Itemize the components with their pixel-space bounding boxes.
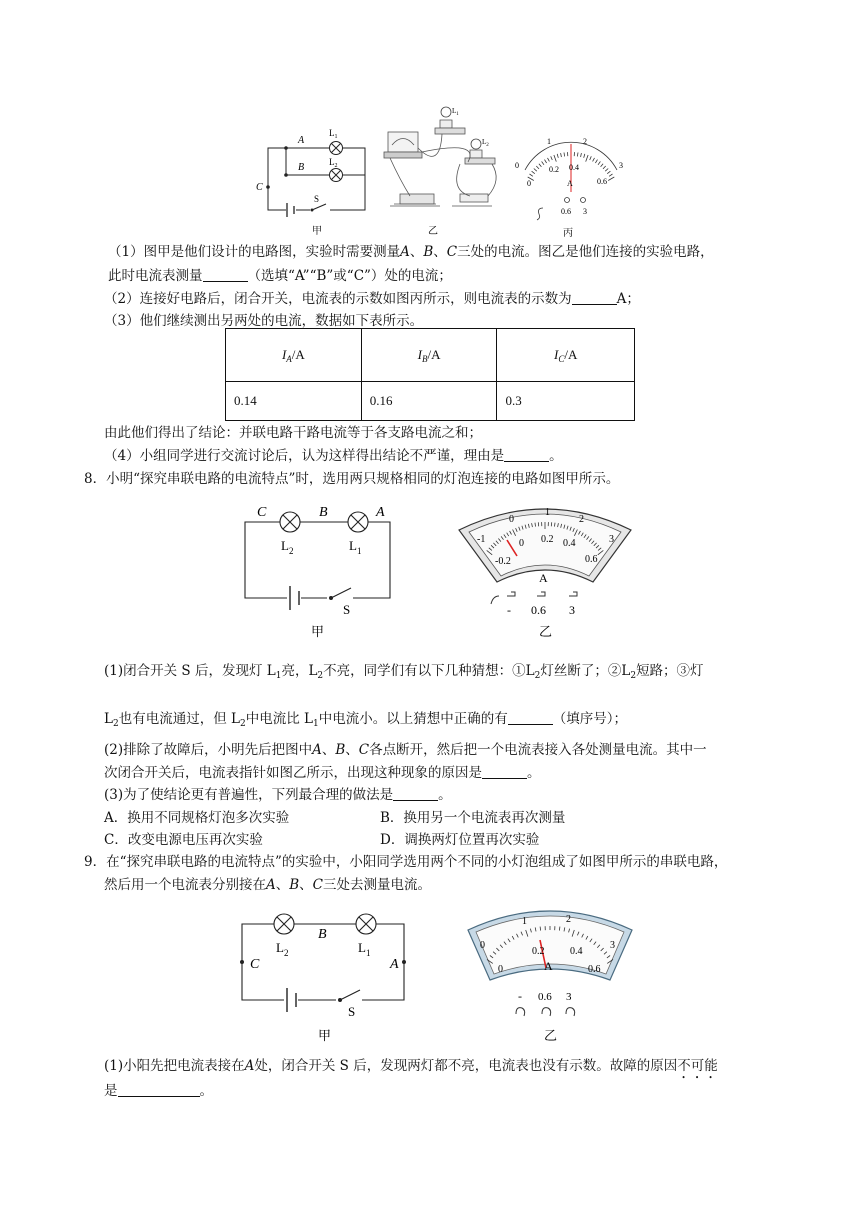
- q9-part1-line1: (1)小阳先把电流表接在A处，闭合开关 S 后，发现两灯都不亮，电流表也没有示数。故障的原因不可能: [104, 1058, 718, 1074]
- q8-figure-jia: [235, 500, 415, 640]
- meter-tick: [534, 169, 537, 172]
- table-header-IA: $I_A/A$: [226, 329, 362, 382]
- bing-tick-t1: 1: [547, 137, 551, 146]
- q8-option-d[interactable]: D．调换两灯位置再次实验: [380, 832, 540, 848]
- meter-bot-0: 0: [498, 964, 503, 975]
- bing-tick-t3: 3: [619, 161, 623, 170]
- meter-unit: A: [544, 959, 553, 973]
- emphasis-not-possible: 不可能: [677, 1058, 718, 1074]
- answer-blank[interactable]: [393, 787, 438, 801]
- q7-part1-line1: （1）图甲是他们设计的电路图，实验时需要测量A、B、C三处的电流。图乙是他们连接的实验电路，: [108, 244, 714, 260]
- meter-tick: [551, 156, 553, 160]
- meter-tick: [530, 174, 533, 176]
- meter-tick: [532, 171, 535, 174]
- meter-bot-06: 0.6: [585, 554, 598, 565]
- q7-part2: （2）连接好电路后，闭合开关，电流表的示数如图丙所示，则电流表的示数为 A；: [104, 291, 640, 307]
- meter-tick: [557, 154, 558, 158]
- label-C: C: [257, 505, 267, 520]
- table-header-IC: $I_C/A$: [497, 329, 635, 382]
- bing-tick-b1: 0.2: [549, 165, 559, 174]
- q8-stem: 8．小明“探究串联电路的电流特点”时，选用两只规格相同的灯泡连接的电路如图甲所示。: [84, 471, 620, 487]
- caption-yi: 乙: [539, 624, 553, 639]
- table-cell-IB: 0.16: [361, 382, 497, 421]
- caption-jia: 甲: [311, 624, 325, 639]
- q7-figure-bing: [505, 130, 635, 240]
- meter-tick: [601, 164, 604, 167]
- label-L2: $L_2$: [329, 157, 338, 169]
- q9-part1-line2: 是 。: [104, 1083, 213, 1099]
- label-L1: $L_1$: [349, 538, 362, 556]
- meter-top-2: 2: [579, 514, 584, 525]
- table-cell-IC: 0.3: [497, 382, 635, 421]
- q7-part3: （3）他们继续测出另两处的电流，数据如下表所示。: [104, 313, 424, 329]
- bing-tick-t2: 2: [583, 137, 587, 146]
- meter-tick: [577, 153, 578, 157]
- meter-tick: [548, 158, 550, 162]
- meter-tick: [535, 523, 536, 527]
- label-L1: $L_1$: [329, 128, 338, 140]
- label-C: C: [250, 957, 260, 972]
- q7-figure-yi: [380, 100, 510, 240]
- label-A: A: [390, 957, 399, 972]
- caption-jia: 甲: [312, 226, 322, 237]
- caption-bing: 丙: [563, 228, 573, 239]
- meter-bot--02: -0.2: [495, 556, 511, 567]
- label-B: B: [319, 505, 328, 520]
- bing-terminal-06: 0.6: [561, 207, 571, 216]
- meter-tick: [584, 154, 585, 158]
- meter-tick: [609, 174, 612, 176]
- q9-stem-line1: 9．在“探究串联电路的电流特点”的实验中，小阳同学选用两个不同的小灯泡组成了如图甲所示的串联电路，: [84, 854, 728, 870]
- meter-tick: [586, 155, 588, 162]
- q9-figure-yi-ammeter: [460, 902, 640, 1046]
- meter-top-3: 3: [609, 534, 614, 545]
- q8-part1-line2: $L_2$也有电流通过，但 $L_2$中电流比 $L_1$中电流小。以上猜想中正确的有 （填序号）；: [104, 711, 627, 729]
- meter-tick: [540, 927, 541, 931]
- q8-option-b[interactable]: B．换用另一个电流表再次测量: [380, 810, 566, 826]
- meter-bot-02: 0.2: [541, 534, 554, 545]
- q9-stem-line2: 然后用一个电流表分别接在A、B、C三处去测量电流。: [104, 877, 432, 893]
- meter-top-2: 2: [566, 914, 571, 925]
- label-A: A: [376, 505, 385, 520]
- q9-figure-jia: [232, 902, 417, 1046]
- meter-tick: [581, 153, 582, 157]
- caption-yi: 乙: [428, 226, 438, 237]
- meter-top-0: 0: [480, 940, 485, 951]
- caption-yi: 乙: [544, 1028, 558, 1043]
- answer-blank[interactable]: [482, 765, 527, 779]
- q7-part4: （4）小组同学进行交流讨论后，认为这样得出结论不严谨，理由是 。: [104, 448, 563, 464]
- meter-tick: [603, 166, 606, 169]
- meter-bot-06: 0.6: [588, 964, 601, 975]
- meter-tick: [595, 160, 597, 163]
- meter-tick: [561, 153, 562, 157]
- meter-tick: [542, 162, 544, 165]
- q8-part2-line2: 次闭合开关后，电流表指针如图乙所示，出现这种现象的原因是 。: [104, 765, 541, 781]
- label-L2: $L_2$: [281, 538, 294, 556]
- meter-tick: [605, 169, 608, 172]
- q7-data-table: [225, 328, 635, 421]
- label-C: C: [256, 182, 263, 193]
- q8-figure-yi-ammeter: [455, 500, 635, 640]
- table-cell-IA: 0.14: [226, 382, 362, 421]
- answer-blank[interactable]: [572, 291, 617, 305]
- label-S: S: [343, 602, 351, 617]
- meter-tick: [545, 160, 547, 163]
- q7-figure-jia: [250, 120, 380, 240]
- meter-bot-04: 0.4: [563, 538, 576, 549]
- terminal-06: 0.6: [538, 991, 552, 1003]
- terminal-minus: -: [507, 603, 511, 617]
- meter-tick: [608, 177, 614, 181]
- answer-blank[interactable]: [118, 1083, 200, 1097]
- label-A: A: [298, 135, 305, 146]
- meter-top-3: 3: [610, 940, 615, 951]
- label-L2: $L_2$: [276, 940, 289, 958]
- bing-tick-b3: 0.6: [597, 177, 607, 186]
- label-S: S: [348, 1004, 356, 1019]
- bing-tick-t0: 0: [515, 161, 519, 170]
- label-L1: $L_1$: [358, 940, 371, 958]
- bing-tick-b0: 0: [527, 179, 531, 188]
- meter-tick: [598, 162, 600, 165]
- meter-tick: [564, 153, 565, 157]
- label-S: S: [314, 194, 320, 204]
- answer-blank[interactable]: [508, 711, 553, 725]
- answer-blank[interactable]: [504, 448, 549, 462]
- answer-blank[interactable]: [203, 268, 248, 282]
- label-B: B: [298, 162, 305, 173]
- bing-tick-b2: 0.4: [569, 163, 579, 172]
- table-header-IB: $I_B/A$: [361, 329, 497, 382]
- bing-unit: A: [567, 179, 573, 188]
- q7-conclusion: 由此他们得出了结论：并联电路干路电流等于各支路电流之和；: [104, 425, 482, 441]
- meter-top-0: 0: [509, 514, 514, 525]
- q8-part3: (3)为了使结论更有普遍性，下列最合理的做法是 。: [104, 787, 452, 803]
- q8-part1-line1: (1)闭合开关 S 后，发现灯 $L_1$亮，$L_2$不亮，同学们有以下几种猜想：$①L_2$灯丝断了；$②L_2$短路；③灯: [104, 663, 704, 681]
- bing-terminal-3: 3: [583, 207, 587, 216]
- meter-tick: [555, 523, 556, 527]
- meter-tick: [590, 156, 592, 160]
- terminal-06: 0.6: [531, 603, 546, 617]
- meter-tick: [607, 171, 610, 174]
- meter-top-1: 1: [545, 507, 550, 518]
- meter-bot-0: 0: [519, 538, 524, 549]
- meter-top--1: -1: [477, 534, 486, 545]
- q7-part1-line2: 此时电流表测量 （选填“A”“B”或“C”）处的电流；: [108, 268, 452, 284]
- meter-bot-04: 0.4: [570, 946, 583, 957]
- meter-tick: [559, 927, 560, 931]
- q8-option-a[interactable]: A．换用不同规格灯泡多次实验: [104, 810, 290, 826]
- q8-part2-line1: (2)排除了故障后，小明先后把图中A、B、C各点断开，然后把一个电流表接入各处测量电流。其中一: [104, 742, 707, 758]
- terminal-3: 3: [566, 991, 572, 1003]
- q8-option-c[interactable]: C．改变电源电压再次实验: [104, 832, 263, 848]
- meter-unit: A: [539, 571, 548, 585]
- meter-top-1: 1: [522, 916, 527, 927]
- meter-bot-02: 0.2: [532, 946, 545, 957]
- meter-tick: [593, 158, 595, 162]
- meter-tick: [539, 164, 542, 167]
- terminal-minus: -: [518, 989, 522, 1003]
- meter-tick: [536, 166, 539, 169]
- label-B: B: [318, 927, 327, 942]
- caption-jia: 甲: [318, 1028, 332, 1043]
- yi-label-L2: $L_2$: [482, 138, 489, 148]
- terminal-3: 3: [569, 603, 575, 617]
- meter-tick: [554, 155, 556, 162]
- yi-label-L1: $L_1$: [452, 107, 459, 117]
